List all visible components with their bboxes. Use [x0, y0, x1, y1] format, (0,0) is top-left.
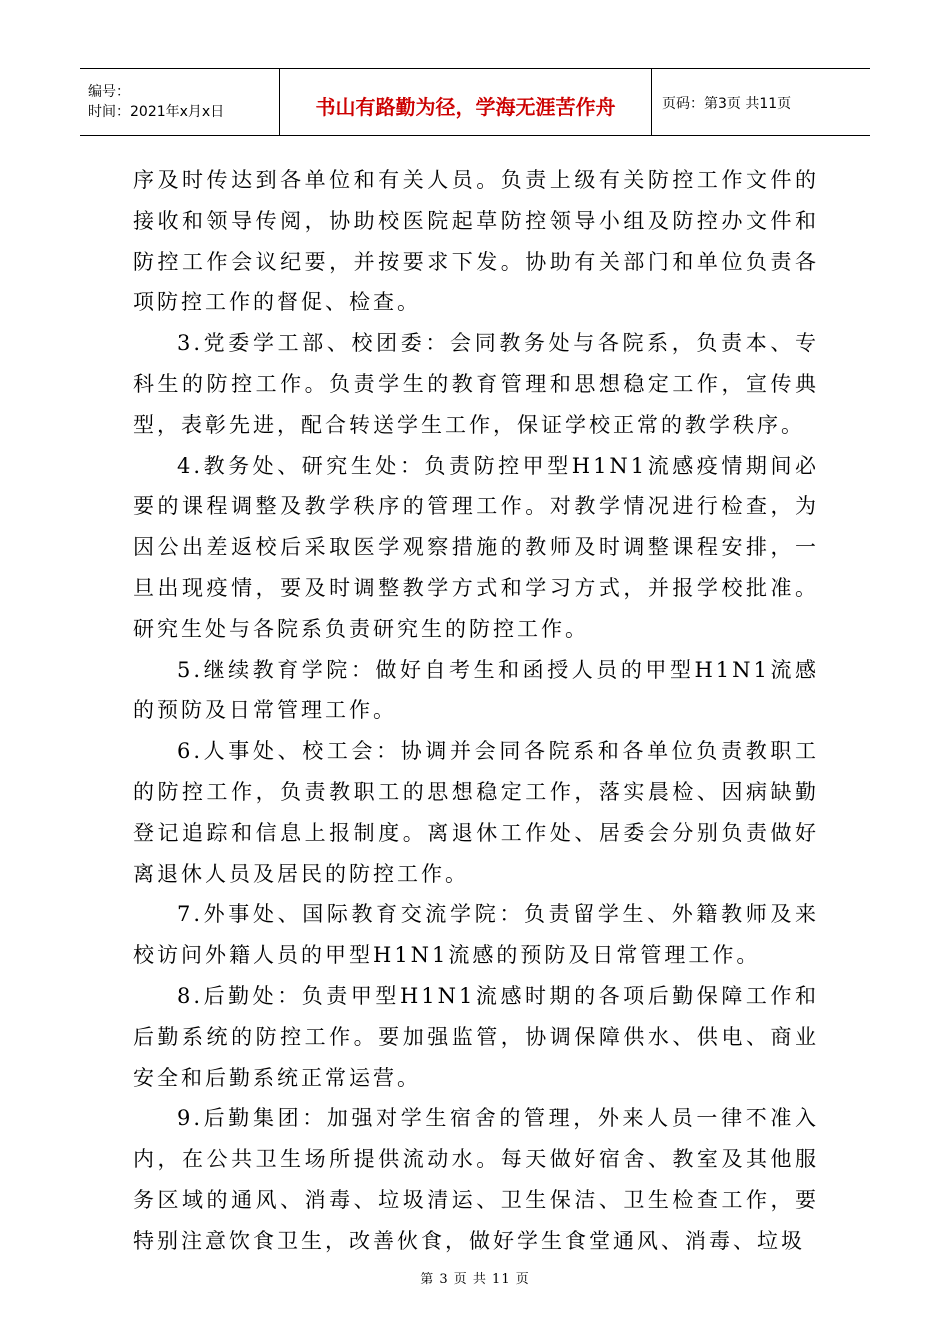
document-time-label: 时间：2021年x月x日 [88, 104, 225, 120]
header-page-number: 页码：第3页 共11页 [662, 96, 792, 112]
document-body [133, 160, 819, 1262]
paragraph: 7.外事处、国际教育交流学院：负责留学生、外籍教师及来校访问外籍人员的甲型H1N1流感的预防及日常管理工作。 [133, 902, 819, 968]
header-motto: 书山有路勤为径，学海无涯苦作舟 [280, 69, 652, 135]
paragraph: 9.后勤集团：加强对学生宿舍的管理，外来人员一律不准入内，在公共卫生场所提供流动水。每天做好宿舍、教室及其他服务区域的通风、消毒、垃圾清运、卫生保洁、卫生检查工作，要特别注意饮食卫生，改善伙食，做好学生食堂通风、消毒、垃圾 [133, 1106, 819, 1253]
document-number-label: 编号： [88, 84, 130, 100]
paragraph: 5.继续教育学院：做好自考生和函授人员的甲型H1N1流感的预防及日常管理工作。 [133, 657, 819, 723]
paragraph: 序及时传达到各单位和有关人员。负责上级有关防控工作文件的接收和领导传阅，协助校医院起草防控领导小组及防控办文件和防控工作会议纪要，并按要求下发。协助有关部门和单位负责各项防控工作的督促、检查。 [133, 168, 819, 315]
header-meta [80, 69, 280, 135]
paragraph: 3.党委学工部、校团委：会同教务处与各院系，负责本、专科生的防控工作。负责学生的教育管理和思想稳定工作，宣传典型，表彰先进，配合转送学生工作，保证学校正常的教学秩序。 [133, 331, 819, 437]
paragraph: 4.教务处、研究生处：负责防控甲型H1N1流感疫情期间必要的课程调整及教学秩序的管理工作。对教学情况进行检查，为因公出差返校后采取医学观察措施的教师及时调整课程安排，一旦出现疫情，要及时调整教学方式和学习方式，并报学校批准。研究生处与各院系负责研究生的防控工作。 [133, 453, 819, 641]
paragraph: 8.后勤处：负责甲型H1N1流感时期的各项后勤保障工作和后勤系统的防控工作。要加强监管，协调保障供水、供电、商业安全和后勤系统正常运营。 [133, 983, 819, 1090]
paragraph: 6.人事处、校工会：协调并会同各院系和各单位负责教职工的防控工作，负责教职工的思想稳定工作，落实晨检、因病缺勤登记追踪和信息上报制度。离退休工作处、居委会分别负责做好离退休人员及居民的防控工作。 [133, 739, 819, 886]
page-header [80, 68, 870, 136]
page-footer: 第 3 页 共 11 页 [420, 1272, 530, 1287]
